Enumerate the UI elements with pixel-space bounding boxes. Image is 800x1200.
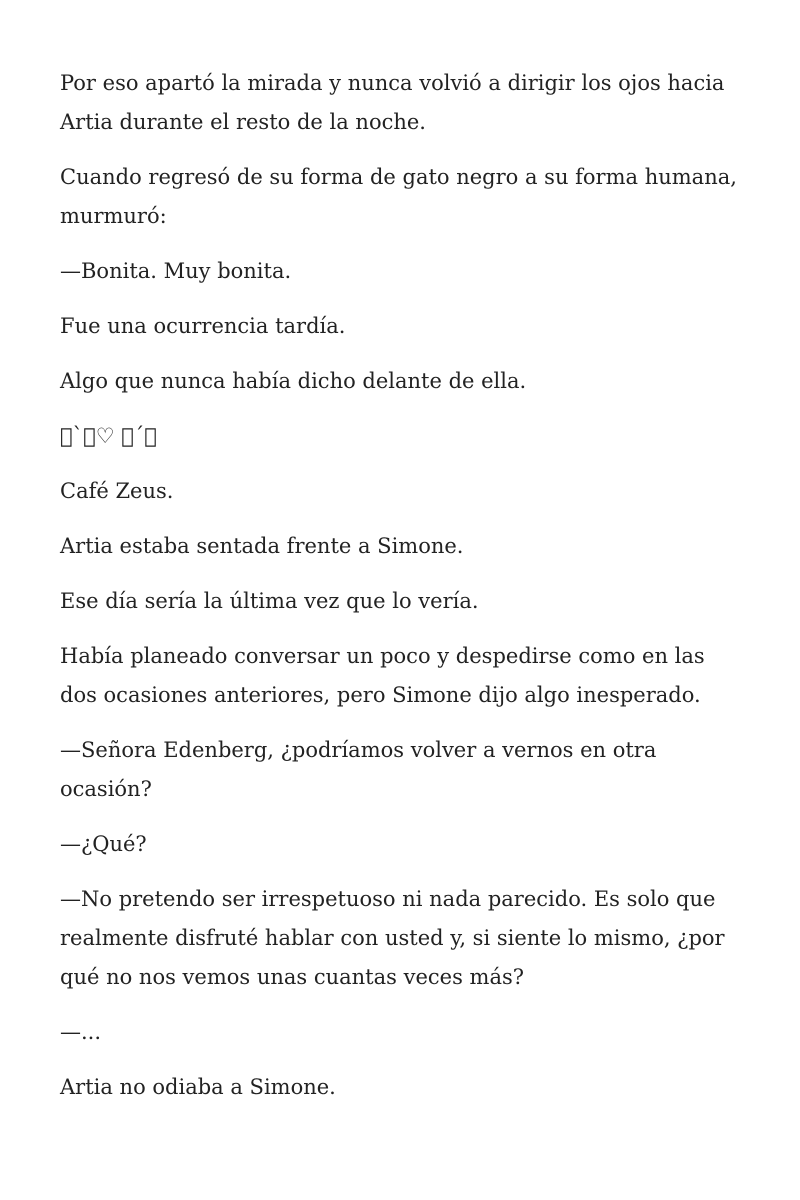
paragraph: Café Zeus. bbox=[60, 479, 174, 503]
paragraph: —¿Qué? bbox=[60, 832, 147, 856]
paragraph: Algo que nunca había dicho delante de ella. bbox=[60, 369, 527, 393]
paragraph: —Bonita. Muy bonita. bbox=[60, 259, 292, 283]
paragraph: —... bbox=[60, 1020, 102, 1044]
paragraph: Cuando regresó de su forma de gato negro a su forma humana, murmuró: bbox=[60, 165, 737, 228]
paragraph: Había planeado conversar un poco y despedirse como en las dos ocasiones anteriores, pero Simone dijo algo inesperado. bbox=[60, 644, 705, 707]
paragraph: Fue una ocurrencia tardía. bbox=[60, 314, 346, 338]
paragraph: Artia estaba sentada frente a Simone. bbox=[60, 534, 464, 558]
paragraph: —Señora Edenberg, ¿podríamos volver a vernos en otra ocasión? bbox=[60, 738, 657, 801]
paragraph: Por eso apartó la mirada y nunca volvió a dirigir los ojos hacia Artia durante el resto de la noche. bbox=[60, 71, 725, 134]
paragraph: Ese día sería la última vez que lo vería. bbox=[60, 589, 479, 613]
paragraph: —No pretendo ser irrespetuoso ni nada parecido. Es solo que realmente disfruté hablar con usted y, si siente lo mismo, ¿por qué no nos vemos unas cuantas veces más? bbox=[60, 887, 725, 989]
scene-divider:  ` ♡  ´  bbox=[60, 424, 157, 448]
paragraph: Artia no odiaba a Simone. bbox=[60, 1075, 336, 1099]
